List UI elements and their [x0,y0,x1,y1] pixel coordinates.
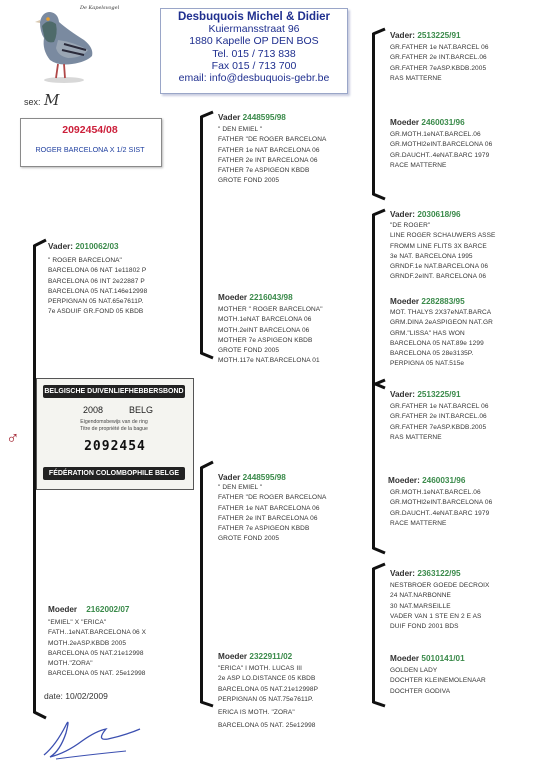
gen3-sdd-note: PERPIGNA 05 NAT.515e [390,360,465,368]
gen3-dss-note: RAS MATTERNE [390,433,442,441]
gen2-sd-ring: 2216043/98 [249,293,293,302]
gen3-sdd-note: BARCELONA 05 NAT.89e 1299 [390,339,484,347]
gen3-ddd-block [390,653,486,697]
gen3-dds-note: 24 NAT.NARBONNE [390,592,451,600]
sire-note: 7e ASDUIF GR.FOND 05 KBDB [48,308,144,316]
gen2-sd-block [218,292,323,367]
gen3-sdd-ring: 2282883/95 [421,297,465,306]
breeder-tel: Tel. 015 / 713 838 [212,47,296,60]
gen3-sss-note: RAS MATTERNE [390,74,442,82]
gen3-sdd-notes [390,308,493,370]
gen3-sss-heading [390,30,489,41]
gen3-ssd-heading [390,117,492,128]
gen2-dd-note: PERPIGNAN 05 NAT.75e7611P. [218,695,314,703]
gen3-sds-notes [390,221,495,283]
gen2-ds-ring: 2448595/98 [242,473,286,482]
card-year: 2008 [83,405,104,415]
sire-note: BARCELONA 06 INT 2e22887 P [48,277,145,285]
sire-block [48,241,147,318]
dam-note: MOTH.2eASP.KBDB 2005 [48,639,127,647]
signature-icon [36,705,146,765]
gen3-dsd-note: GR.DAUCHT..4eNAT.BARC 1979 [390,509,490,517]
breeder-email: email: info@desbuquois-gebr.be [178,72,330,85]
card-subtitle-line: Eigendomsbewijs van de ring [80,419,148,425]
gen2-sd-note: MOTH.1eNAT BARCELONA 06 [218,316,312,324]
gen3-dss-note: GR.FATHER 7eASP.KBDB.2005 [390,423,487,431]
gen3-dss-ring: 2513225/91 [417,390,461,399]
sire-note: BARCELONA 05 NAT.146e12998 [48,287,148,295]
gen2-ds-note: FATHER "DE ROGER BARCELONA [218,494,327,502]
dam-block [48,604,146,680]
ring-ownership-card [36,378,194,490]
gen3-ddd-notes [390,666,486,697]
gen2-sd-heading [218,292,323,303]
dam-note: BARCELONA 05 NAT.21e12998 [48,649,144,657]
gen3-ddd-note: GOLDEN LADY [390,667,438,674]
subject-ring-number: 2092454/08 [62,124,118,136]
gen2-ds-block [218,472,326,545]
gen3-sdd-note: GRM.DINA 2eASPIGEON NAT.GR [390,319,493,327]
gen3-sds-block [390,209,495,283]
dam-notes [48,618,146,680]
gen3-sds-note: GRNDF.1e NAT.BARCELONA 06 [390,263,489,271]
gen3-sss-note: GR.FATHER 7eASP.KBDB.2005 [390,64,487,72]
gen2-ds-heading [218,472,326,483]
gen2-dd-note: BARCELONA 05 NAT. 25e12998 [218,722,316,730]
gen2-ds-note: FATHER 2e INT BARCELONA 06 [218,514,318,522]
gen2-ss-ring: 2448595/98 [242,113,286,122]
gen3-dds-notes [390,581,489,632]
gen3-sdd-heading [390,296,493,307]
gen3-sdd-note: BARCELONA 05 28e3135P. [390,350,474,358]
gen3-sds-role: Vader: [390,210,416,219]
card-subtitle [49,419,179,433]
gen3-dsd-note: GR.MOTH.1eNAT.BARCEL.06 [390,489,481,496]
gen2-dd-note: "ERICA" I MOTH. LUCAS III [218,665,303,672]
sire-role: Vader: [48,242,74,251]
gen3-ddd-note: DOCHTER KLEINEMOLENAAR [390,677,486,685]
subject-description: ROGER BARCELONA X 1/2 SIST [35,145,145,154]
gen3-sss-note: GR.FATHER 1e NAT.BARCEL 06 [390,44,489,51]
gen2-dd-note: 2e ASP LO.DISTANCE 05 KBDB [218,675,316,683]
gen3-dsd-block [388,475,492,530]
gen3-ssd-role: Moeder [390,118,420,127]
gen3-dss-notes [390,402,489,443]
card-subtitle-line: Titre de propriété de la bague [80,426,148,432]
gen3-dsd-note: RACE MATTERNE [390,519,447,527]
sire-notes [48,256,147,318]
gen3-ddd-ring: 5010141/01 [421,654,465,663]
gen2-ss-note: FATHER 2e INT BARCELONA 06 [218,156,318,164]
gen3-dds-note: NESTBROER GOEDE DECROIX [390,582,490,589]
gen2-sd-note: MOTH.117e NAT.BARCELONA 01 [218,357,320,365]
gen2-ss-note: FATHER 1e NAT BARCELONA 06 [218,146,320,154]
gen2-ss-heading [218,112,326,123]
gen3-sds-note: FROMM LINE FLITS 3X BARCE [390,242,487,250]
dam-note: FATH..1eNAT.BARCELONA 06 X [48,629,147,637]
gen2-ss-note: GROTE FOND 2005 [218,177,280,185]
gen2-dd-role: Moeder [218,652,248,661]
gen2-ss-note: FATHER 7e ASPIGEON KBDB [218,167,310,175]
gen2-sd-note: MOTH.2eINT BARCELONA 06 [218,326,310,334]
gen3-sds-ring: 2030618/96 [417,210,461,219]
gen3-dsd-ring: 2460031/96 [422,476,466,485]
gen3-dds-note: DUIF FOND 2001 BDS [390,623,459,631]
gen3-dss-heading [390,389,489,400]
gen3-ssd-notes [390,130,492,171]
gen2-ss-note: " DEN EMIEL " [218,126,263,133]
gen2-dd-note: ERICA IS MOTH. "ZORA" [218,709,295,717]
gen3-sdd-role: Moeder [390,297,420,306]
gen2-dd-note: BARCELONA 05 NAT.21e12998P [218,685,319,693]
gen2-ds-notes [218,483,326,545]
gen3-dds-ring: 2363122/95 [417,569,461,578]
sex-value: M [44,91,60,109]
gen3-sdd-block [390,296,493,370]
gen3-sss-role: Vader: [390,31,416,40]
gen3-sds-note: 3e NAT. BARCELONA 1995 [390,252,473,260]
breeder-city: 1880 Kapelle OP DEN BOS [189,35,319,48]
gen3-sss-ring: 2513225/91 [417,31,461,40]
gen3-dsd-heading [388,475,492,486]
dam-note: BARCELONA 05 NAT. 25e12998 [48,670,146,678]
gen3-sds-note: GRNDF.2eINT. BARCELONA 06 [390,273,487,281]
gen3-sdd-note: GRM."LISSA" HAS WON [390,329,465,337]
card-top-banner: BELGISCHE DUIVENLIEFHEBBERSBOND [43,385,185,398]
gen3-dsd-notes [390,488,492,530]
date-label: date: 10/02/2009 [44,691,108,701]
gen2-dd-notes [218,664,318,732]
gen3-dds-role: Vader: [390,569,416,578]
card-bottom-banner: FÉDÉRATION COLOMBOPHILE BELGE [43,467,185,480]
gen2-ds-note: FATHER 7e ASPIGEON KBDB [218,525,310,533]
gen2-dd-heading [218,651,318,662]
male-symbol-icon: ♂ [6,428,20,448]
gen2-ds-note: FATHER 1e NAT BARCELONA 06 [218,504,320,512]
gen2-sd-note: MOTHER 7e ASPIGEON KBDB [218,336,313,344]
dam-heading [48,604,146,615]
gen3-sss-block [390,30,489,84]
gen3-ddd-role: Moeder [390,654,420,663]
gen3-dss-note: GR.FATHER 2e INT.BARCEL.06 [390,413,487,421]
sire-note: " ROGER BARCELONA" [48,257,122,264]
sire-heading [48,241,147,252]
gen3-dds-note: 30 NAT.MARSEILLE [390,602,451,610]
gen2-sd-note: MOTHER " ROGER BARCELONA" [218,306,323,313]
gen3-sds-note: "DE ROGER" [390,222,431,229]
gen3-ssd-block [390,117,492,171]
gen2-sd-note: GROTE FOND 2005 [218,347,280,355]
gen3-dsd-role: Moeder: [388,476,420,485]
gen2-ds-note: GROTE FOND 2005 [218,535,280,543]
sire-note: PERPIGNAN 05 NAT.65e7611P. [48,298,144,306]
gen3-ssd-note: GR.MOTHl2eINT.BARCELONA 06 [390,141,493,149]
card-ring-number: 2092454 [84,439,146,454]
dam-note: "EMIEL" X "ERICA" [48,619,107,626]
gen2-sd-role: Moeder [218,293,248,302]
gen3-sds-note: LINE ROGER SCHAUWERS ASSE [390,232,496,240]
dam-note: MOTH."ZORA" [48,660,93,668]
gen2-ss-note: FATHER "DE ROGER BARCELONA [218,136,327,144]
gen3-sdd-note: MOT. THALYS 2X37eNAT.BARCA [390,309,492,316]
gen3-dss-role: Vader: [390,390,416,399]
gen2-sd-notes [218,305,323,367]
dam-role: Moeder [48,605,78,614]
gen3-dds-block [390,568,489,632]
gen3-ddd-heading [390,653,486,664]
gen2-dd-ring: 2322911/02 [249,652,293,661]
gen3-dsd-note: GR.MOTHl2eINT.BARCELONA 06 [390,499,493,507]
gen2-ss-block [218,112,326,187]
gen3-sss-notes [390,43,489,84]
gen3-ddd-note: DOCHTER GODIVA [390,687,451,695]
sire-ring: 2010062/03 [75,242,119,251]
dam-ring: 2162002/07 [86,605,130,614]
breeder-street: Kuiermansstraat 96 [208,23,300,35]
gen2-ss-role: Vader [218,113,241,122]
sex-label: sex: [24,97,41,107]
gen2-ss-notes [218,125,326,187]
breeder-fax: Fax 015 / 713 700 [211,59,297,72]
gen3-ssd-note: RACE MATTERNE [390,161,447,169]
logo-text: De Kapelsvogel [80,5,120,11]
gen3-sss-note: GR.FATHER 2e INT.BARCEL.06 [390,54,487,62]
gen2-ds-role: Vader [218,473,241,482]
gen3-dds-note: VADER VAN 1 STE EN 2 E AS [390,612,482,620]
breeder-name: Desbuquois Michel & Didier [177,11,331,23]
gen3-ssd-note: GR.DAUCHT..4eNAT.BARC 1979 [390,151,490,159]
gen3-ssd-note: GR.MOTH.1eNAT.BARCEL.06 [390,131,481,138]
gen3-ssd-ring: 2460031/96 [421,118,465,127]
sire-note: BARCELONA 06 NAT 1e11802 P [48,267,147,275]
gen3-dss-block [390,389,489,443]
card-country: BELG [129,405,154,415]
gen2-ds-note: " DEN EMIEL " [218,484,263,491]
gen3-dss-note: GR.FATHER 1e NAT.BARCEL 06 [390,403,489,410]
gen2-dd-block [218,651,318,732]
gen3-dds-heading [390,568,489,579]
gen3-sds-heading [390,209,495,220]
